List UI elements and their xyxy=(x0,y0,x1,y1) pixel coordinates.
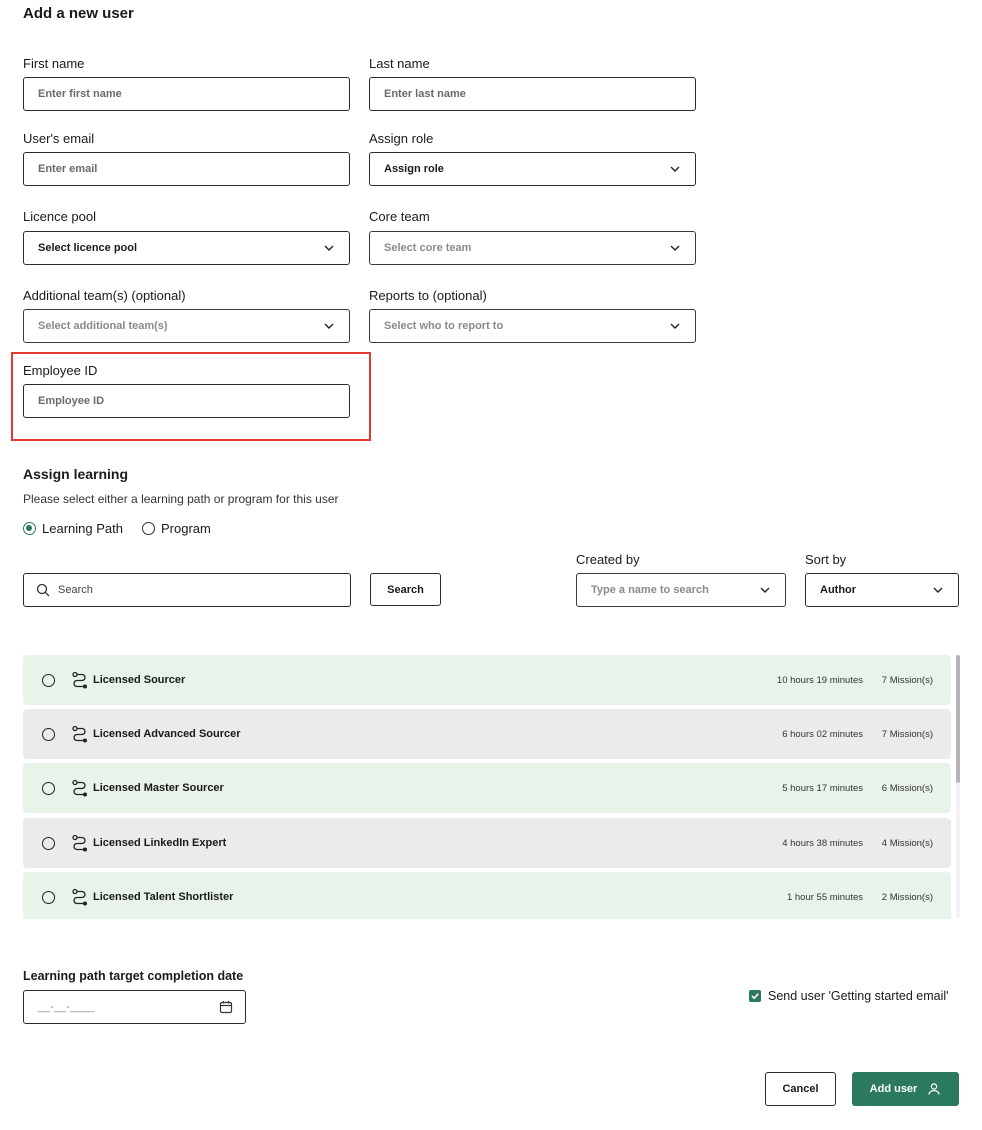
learning-path-option[interactable] xyxy=(23,521,123,536)
learning-path-duration: 1 hour 55 minutes xyxy=(786,891,863,903)
assign-learning-subtitle: Please select either a learning path or program for this user xyxy=(23,492,339,506)
learning-path-missions: 7 Mission(s) xyxy=(881,728,933,740)
chevron-down-icon xyxy=(669,242,681,254)
learning-path-icon xyxy=(71,888,89,906)
learning-search-placeholder: Search xyxy=(58,584,93,596)
sort-by-value: Author xyxy=(820,584,857,596)
reports-to-select[interactable] xyxy=(369,309,696,343)
program-option[interactable] xyxy=(142,521,211,536)
created-by-label: Created by xyxy=(576,552,640,567)
target-date-placeholder: __-__-____ xyxy=(38,1001,95,1013)
learning-path-icon xyxy=(71,779,89,797)
assign-role-value: Assign role xyxy=(384,163,444,175)
learning-path-missions: 6 Mission(s) xyxy=(881,782,933,794)
additional-teams-select[interactable] xyxy=(23,309,350,343)
sort-by-select[interactable] xyxy=(805,573,959,607)
radio-unchecked-icon[interactable] xyxy=(42,728,55,741)
radio-unchecked-icon[interactable] xyxy=(42,837,55,850)
learning-path-row[interactable] xyxy=(23,872,951,919)
learning-path-name: Licensed LinkedIn Expert xyxy=(93,837,227,849)
learning-path-list xyxy=(23,655,953,919)
add-user-button[interactable] xyxy=(852,1072,959,1106)
calendar-icon[interactable] xyxy=(219,1000,233,1014)
learning-path-missions: 2 Mission(s) xyxy=(881,891,933,903)
page-title: Add a new user xyxy=(23,5,134,22)
reports-to-value: Select who to report to xyxy=(384,320,504,332)
last-name-label: Last name xyxy=(369,56,430,71)
first-name-input[interactable]: Enter first name xyxy=(23,77,350,111)
cancel-button[interactable]: Cancel xyxy=(765,1072,836,1106)
additional-teams-label: Additional team(s) (optional) xyxy=(23,288,186,303)
learning-path-label: Learning Path xyxy=(42,521,123,536)
core-team-label: Core team xyxy=(369,209,430,224)
send-email-checkbox[interactable] xyxy=(749,990,761,1002)
target-date-label: Learning path target completion date xyxy=(23,969,244,983)
target-date-input[interactable] xyxy=(23,990,246,1024)
learning-path-duration: 6 hours 02 minutes xyxy=(782,728,863,740)
last-name-input[interactable]: Enter last name xyxy=(369,77,696,111)
learning-path-icon xyxy=(71,834,89,852)
assign-role-select[interactable] xyxy=(369,152,696,186)
core-team-value: Select core team xyxy=(384,242,472,254)
add-user-label: Add user xyxy=(869,1083,918,1095)
learning-path-duration: 4 hours 38 minutes xyxy=(782,837,863,849)
core-team-select[interactable] xyxy=(369,231,696,265)
chevron-down-icon xyxy=(669,320,681,332)
learning-path-name: Licensed Sourcer xyxy=(93,674,186,686)
send-email-label: Send user 'Getting started email' xyxy=(768,989,949,1003)
learning-path-row[interactable] xyxy=(23,655,951,705)
created-by-select[interactable] xyxy=(576,573,786,607)
employee-id-input[interactable]: Employee ID xyxy=(23,384,350,418)
radio-unchecked-icon[interactable] xyxy=(42,891,55,904)
additional-teams-value: Select additional team(s) xyxy=(38,320,168,332)
user-icon xyxy=(927,1082,941,1096)
learning-path-duration: 5 hours 17 minutes xyxy=(782,782,863,794)
licence-pool-label: Licence pool xyxy=(23,209,96,224)
learning-path-missions: 4 Mission(s) xyxy=(881,837,933,849)
learning-search-input[interactable] xyxy=(23,573,351,607)
learning-path-name: Licensed Talent Shortlister xyxy=(93,891,234,903)
chevron-down-icon xyxy=(932,584,944,596)
check-icon xyxy=(750,991,760,1001)
learning-path-row[interactable] xyxy=(23,709,951,759)
radio-checked-icon xyxy=(23,522,36,535)
email-label: User's email xyxy=(23,131,95,146)
radio-unchecked-icon xyxy=(142,522,155,535)
search-button[interactable]: Search xyxy=(370,573,441,606)
assign-role-label: Assign role xyxy=(369,131,434,146)
first-name-label: First name xyxy=(23,56,85,71)
learning-path-name: Licensed Advanced Sourcer xyxy=(93,728,241,740)
assign-learning-title: Assign learning xyxy=(23,466,129,482)
learning-path-missions: 7 Mission(s) xyxy=(881,674,933,686)
list-scrollbar-thumb[interactable] xyxy=(956,655,960,783)
chevron-down-icon xyxy=(323,320,335,332)
radio-unchecked-icon[interactable] xyxy=(42,674,55,687)
reports-to-label: Reports to (optional) xyxy=(369,288,487,303)
radio-unchecked-icon[interactable] xyxy=(42,782,55,795)
program-label: Program xyxy=(161,521,211,536)
learning-path-duration: 10 hours 19 minutes xyxy=(776,674,863,686)
chevron-down-icon xyxy=(759,584,771,596)
learning-path-icon xyxy=(71,671,89,689)
licence-pool-select[interactable] xyxy=(23,231,350,265)
chevron-down-icon xyxy=(669,163,681,175)
search-icon xyxy=(36,583,50,597)
chevron-down-icon xyxy=(323,242,335,254)
licence-pool-value: Select licence pool xyxy=(38,242,138,254)
learning-path-row[interactable] xyxy=(23,818,951,868)
learning-path-name: Licensed Master Sourcer xyxy=(93,782,224,794)
employee-id-label: Employee ID xyxy=(23,363,98,378)
learning-path-row[interactable] xyxy=(23,763,951,813)
created-by-placeholder: Type a name to search xyxy=(591,584,709,596)
email-input[interactable]: Enter email xyxy=(23,152,350,186)
sort-by-label: Sort by xyxy=(805,552,847,567)
learning-path-icon xyxy=(71,725,89,743)
